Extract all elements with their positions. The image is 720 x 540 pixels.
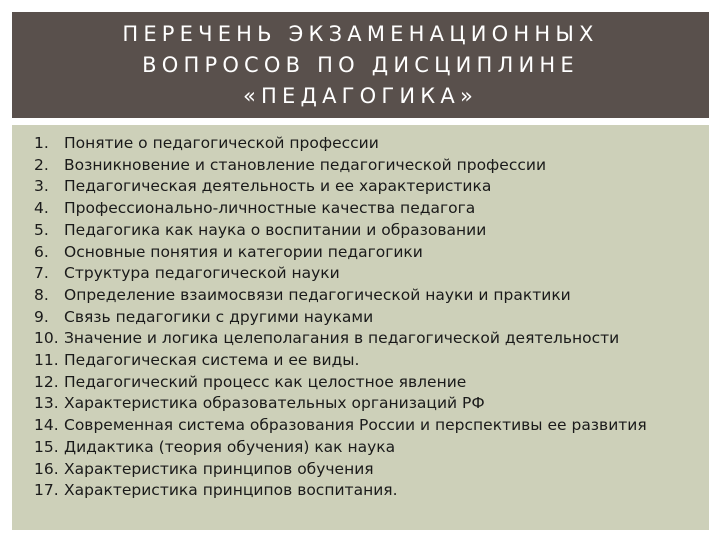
- question-number: 9.: [34, 307, 49, 326]
- question-number: 13.: [34, 394, 59, 413]
- question-number: 16.: [34, 459, 59, 478]
- question-item: [34, 350, 694, 372]
- question-text: Современная система образования России и перспективы ее развития: [64, 416, 647, 435]
- question-item: [34, 307, 694, 329]
- question-number: 7.: [34, 264, 49, 283]
- question-number: 12.: [34, 372, 59, 391]
- question-number: 2.: [34, 155, 49, 174]
- question-number: 17.: [34, 481, 59, 500]
- question-item: [34, 155, 694, 177]
- question-text: Значение и логика целеполагания в педагогической деятельности: [64, 329, 620, 348]
- question-text: Дидактика (теория обучения) как наука: [64, 437, 396, 456]
- question-number: 14.: [34, 416, 59, 435]
- question-number: 11.: [34, 351, 59, 370]
- question-text: Педагогическая деятельность и ее характеристика: [64, 177, 492, 196]
- question-number: 15.: [34, 437, 59, 456]
- question-number: 10.: [34, 329, 59, 348]
- question-item: [34, 242, 694, 264]
- question-text: Основные понятия и категории педагогики: [64, 242, 423, 261]
- question-number: 8.: [34, 285, 49, 304]
- question-text: Педагогическая система и ее виды.: [64, 351, 360, 370]
- question-text: Понятие о педагогической профессии: [64, 134, 379, 152]
- question-item: [34, 198, 694, 220]
- question-number: 4.: [34, 199, 49, 218]
- question-item: [34, 220, 694, 242]
- question-text: Педагогический процесс как целостное явление: [64, 372, 467, 391]
- question-item: [34, 263, 694, 285]
- question-item: [34, 459, 694, 481]
- question-text: Структура педагогической науки: [64, 264, 340, 283]
- question-text: Возникновение и становление педагогической профессии: [64, 155, 547, 174]
- content-panel: [12, 125, 709, 530]
- question-item: [34, 176, 694, 198]
- question-number: 1.: [34, 134, 49, 152]
- question-number: 5.: [34, 220, 49, 239]
- question-text: Профессионально-личностные качества педагога: [64, 199, 476, 218]
- question-item: [34, 285, 694, 307]
- slide-title: ПЕРЕЧЕНЬ ЭКЗАМЕНАЦИОННЫХ ВОПРОСОВ ПО ДИСЦИПЛИНЕ «ПЕДАГОГИКА»: [122, 21, 599, 108]
- question-item: [34, 133, 694, 155]
- question-text: Связь педагогики с другими науками: [64, 307, 374, 326]
- question-item: [34, 437, 694, 459]
- question-item: [34, 372, 694, 394]
- question-number: 6.: [34, 242, 49, 261]
- question-item: [34, 393, 694, 415]
- question-text: Характеристика образовательных организаций РФ: [64, 394, 485, 413]
- question-text: Характеристика принципов обучения: [64, 459, 374, 478]
- question-text: Характеристика принципов воспитания.: [64, 481, 398, 500]
- question-number: 3.: [34, 177, 49, 196]
- question-item: [34, 480, 694, 502]
- question-item: [34, 328, 694, 350]
- exam-questions-list: [34, 133, 694, 502]
- question-item: [34, 415, 694, 437]
- title-bar: [12, 12, 709, 118]
- question-text: Педагогика как наука о воспитании и образовании: [64, 220, 487, 239]
- question-text: Определение взаимосвязи педагогической науки и практики: [64, 285, 571, 304]
